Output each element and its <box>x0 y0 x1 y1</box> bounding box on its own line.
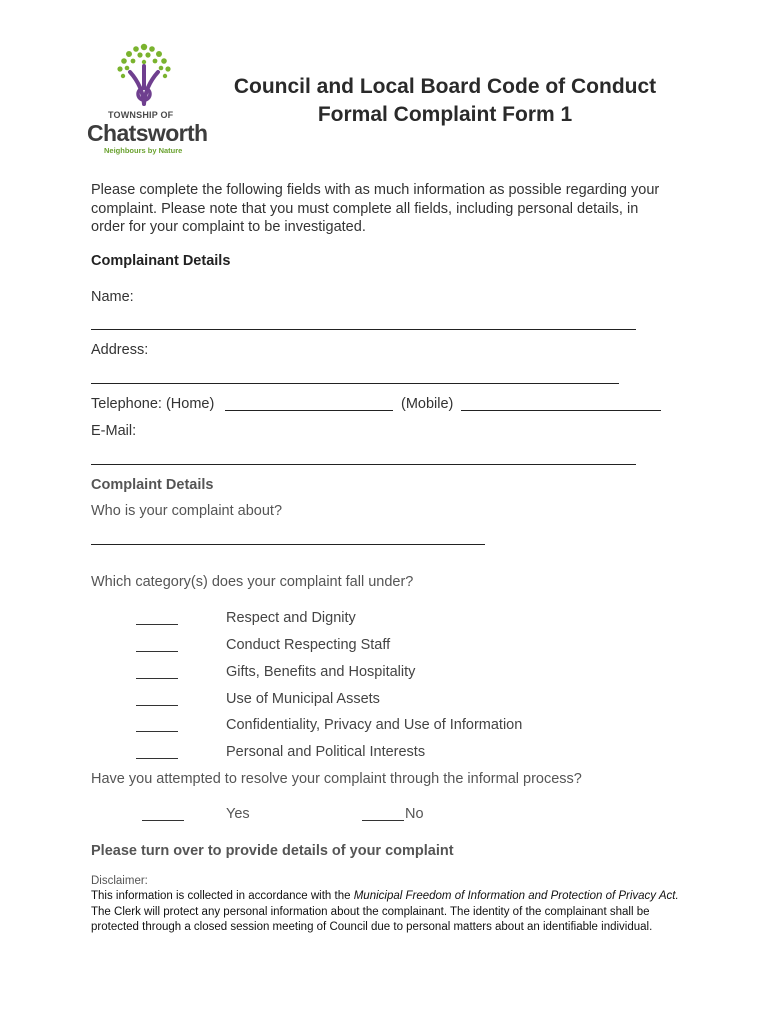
no-blank[interactable] <box>362 820 404 821</box>
category-label: Gifts, Benefits and Hospitality <box>226 664 416 680</box>
phone-home-field[interactable] <box>225 410 393 411</box>
phone-mobile-field[interactable] <box>461 410 661 411</box>
no-label: No <box>405 806 424 822</box>
name-label: Name: <box>91 289 134 305</box>
intro-paragraph: Please complete the following fields with as much information as possible regarding your complaint. Please note that you must complete all fields, including personal details, in order for your complaint to be investigated. <box>91 182 660 235</box>
logo-township-text: TOWNSHIP OF <box>108 110 174 120</box>
phone-mobile-label: (Mobile) <box>401 396 454 412</box>
phone-home-label: Telephone: (Home) <box>91 396 215 412</box>
email-label: E-Mail: <box>91 423 137 439</box>
disclaimer-text-post: The Clerk will protect any personal information about the complainant. The identity of the complainant shall be protected through a closed session meeting of Council due to personal matters about an identifiable individual. <box>91 905 653 933</box>
name-field[interactable] <box>91 329 636 330</box>
category-blank-interests[interactable] <box>136 758 178 759</box>
category-blank-respect[interactable] <box>136 624 178 625</box>
form-title-line1: Council and Local Board Code of Conduct <box>233 75 657 98</box>
complaint-details-heading: Complaint Details <box>91 477 214 493</box>
category-label: Confidentiality, Privacy and Use of Information <box>226 717 523 733</box>
address-label: Address: <box>91 342 149 358</box>
disclaimer-text <box>91 889 681 936</box>
category-label: Personal and Political Interests <box>226 744 426 760</box>
who-label: Who is your complaint about? <box>91 503 283 519</box>
category-blank-confidentiality[interactable] <box>136 731 178 732</box>
yes-label: Yes <box>226 806 250 822</box>
category-blank-assets[interactable] <box>136 705 178 706</box>
disclaimer-act-name: Municipal Freedom of Information and Protection of Privacy Act. <box>353 890 679 902</box>
turn-over-note: Please turn over to provide details of your complaint <box>91 843 454 859</box>
tree-logo-icon <box>112 42 176 106</box>
form-title-line2: Formal Complaint Form 1 <box>317 103 573 126</box>
complainant-details-heading: Complainant Details <box>91 253 231 269</box>
address-field[interactable] <box>91 383 619 384</box>
logo-tagline: Neighbours by Nature <box>104 146 183 155</box>
email-field[interactable] <box>91 464 636 465</box>
category-blank-staff[interactable] <box>136 651 178 652</box>
township-logo <box>84 42 214 160</box>
category-blank-gifts[interactable] <box>136 678 178 679</box>
category-label: Conduct Respecting Staff <box>226 637 391 653</box>
yes-blank[interactable] <box>142 820 184 821</box>
category-label: Respect and Dignity <box>226 610 356 626</box>
who-field[interactable] <box>91 544 485 545</box>
disclaimer-heading: Disclaimer: <box>91 875 148 887</box>
informal-process-question: Have you attempted to resolve your complaint through the informal process? <box>91 771 582 787</box>
category-label: Use of Municipal Assets <box>226 691 380 707</box>
disclaimer-text-pre: This information is collected in accordance with the <box>91 890 354 902</box>
logo-name-text: Chatsworth <box>87 120 208 146</box>
category-question: Which category(s) does your complaint fall under? <box>91 574 414 590</box>
